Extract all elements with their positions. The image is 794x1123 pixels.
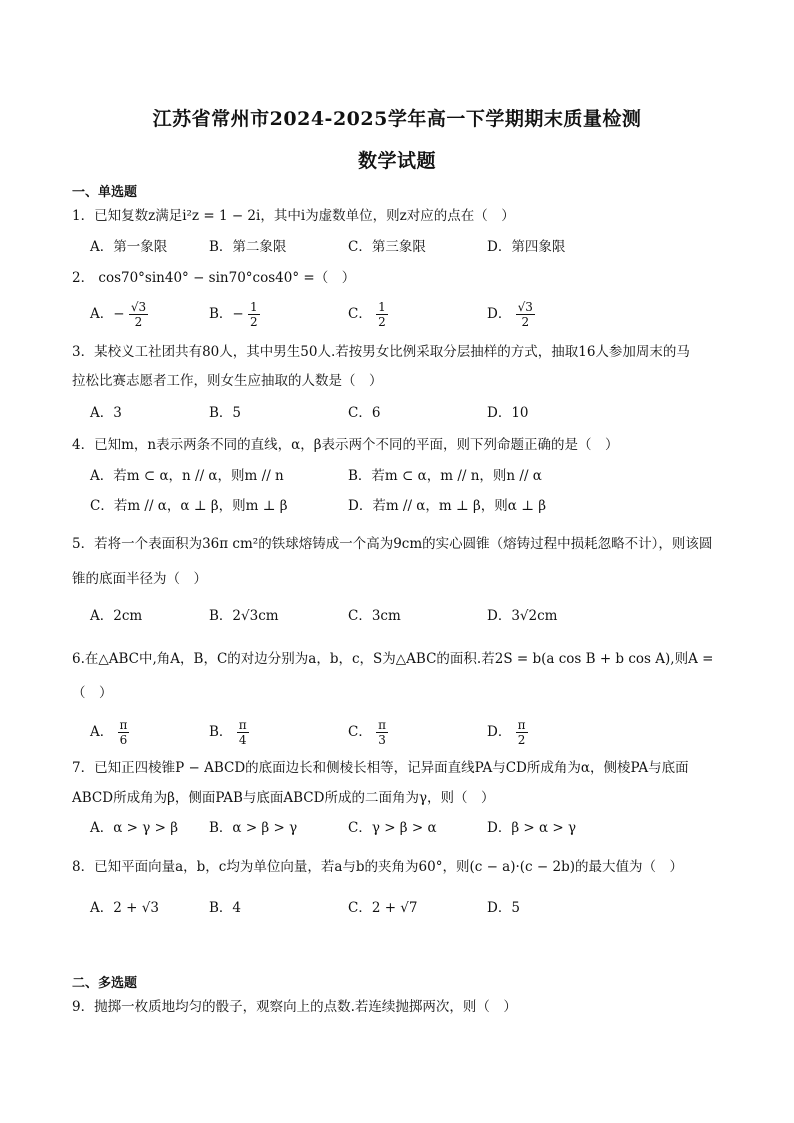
q6-a-numerator: π: [119, 718, 128, 732]
q2-d-label: D．: [487, 306, 512, 322]
q2-stem: 2． cos70°sin40° − sin70°cos40° =（ ）: [72, 270, 356, 286]
q1-option-d: D．第四象限: [487, 239, 566, 255]
q7-option-c: C．γ > β > α: [348, 820, 437, 836]
q9-stem: 9．抛掷一枚质地均匀的骰子，观察向上的点数.若连续抛掷两次，则（ ）: [72, 999, 517, 1015]
q6-a-fraction: [118, 718, 130, 747]
q8-option-c: C．2 + √7: [348, 900, 418, 916]
q6-option-d: [487, 718, 528, 747]
q2-b-denominator: 2: [250, 315, 258, 329]
q2-b-label: B．: [209, 306, 233, 322]
q3-option-d: D．10: [487, 405, 529, 421]
q4-option-d: D．若m // α，m ⊥ β，则α ⊥ β: [348, 498, 547, 514]
document-subtitle: 数学试题: [357, 150, 436, 172]
q8-option-b: B．4: [209, 900, 242, 916]
q6-b-label: B．: [209, 724, 233, 740]
q2-b-numerator: 1: [250, 300, 258, 314]
q8-stem: 8．已知平面向量a，b，c均为单位向量，若a与b的夹角为60°，则(c − a)·(c − 2b)的最大值为（ ）: [72, 859, 684, 875]
q6-d-numerator: π: [517, 718, 526, 732]
q6-option-b: [209, 718, 249, 747]
q2-c-denominator: 2: [378, 315, 386, 329]
q4-option-a: A．若m ⊂ α，n // α，则m // n: [90, 468, 284, 484]
q2-a-fraction: [129, 300, 148, 329]
q2-c-numerator: 1: [378, 300, 386, 314]
q2-b-fraction: [248, 300, 260, 329]
q5-option-c: C．3cm: [348, 608, 401, 624]
q3-stem-line1: 3．某校义工社团共有80人，其中男生50人.若按男女比例采取分层抽样的方式，抽取16人参加周末的马: [72, 344, 690, 360]
q6-a-denominator: 6: [119, 733, 128, 747]
q6-a-label: A．: [90, 724, 114, 740]
q4-stem: 4．已知m，n表示两条不同的直线，α，β表示两个不同的平面，则下列命题正确的是（ ）: [72, 437, 619, 453]
q6-stem-line2: （ ）: [72, 685, 113, 701]
q5-stem-line2: 锥的底面半径为（ ）: [72, 571, 207, 587]
q6-b-denominator: 4: [238, 733, 247, 747]
q1-option-c: C．第三象限: [348, 239, 426, 255]
q2-option-a: [90, 300, 148, 329]
q5-option-a: A．2cm: [90, 608, 143, 624]
q2-option-d: [487, 300, 535, 329]
q6-option-c: [348, 718, 388, 747]
q4-option-c: C．若m // α，α ⊥ β，则m ⊥ β: [90, 498, 288, 514]
q1-stem: 1．已知复数z满足i²z = 1 − 2i，其中i为虚数单位，则z对应的点在（ ）: [72, 208, 515, 224]
q2-d-denominator: 2: [521, 315, 530, 329]
q5-option-b: B．2√3cm: [209, 608, 279, 624]
q6-d-denominator: 2: [517, 733, 526, 747]
q3-option-c: C．6: [348, 405, 381, 421]
q2-b-sign: −: [232, 306, 244, 322]
q7-stem-line2: ABCD所成角为β，侧面PAB与底面ABCD所成的二面角为γ，则（ ）: [72, 790, 495, 806]
section-single-choice: 一、单选题: [72, 185, 138, 200]
q2-a-denominator: 2: [134, 315, 143, 329]
q7-option-a: A．α > γ > β: [90, 820, 179, 836]
q5-stem-line1: 5．若将一个表面积为36π cm²的铁球熔铸成一个高为9cm的实心圆锥（熔铸过程中损耗忽略不计），则该圆: [72, 536, 713, 552]
q3-option-a: A．3: [90, 405, 122, 421]
q6-stem-line1: 6.在△ABC中,角A，B，C的对边分别为a，b，c，S为△ABC的面积.若2S = b(a cos B + b cos A),则A =: [72, 651, 714, 667]
q6-d-fraction: [516, 718, 528, 747]
section-multiple-choice: 二、多选题: [72, 976, 138, 991]
q6-c-fraction: [376, 718, 388, 747]
q2-a-label: A．: [90, 306, 114, 322]
q2-option-b: [209, 300, 260, 329]
q4-option-b: B．若m ⊂ α，m // n，则n // α: [348, 468, 542, 484]
q3-stem-line2: 拉松比赛志愿者工作，则女生应抽取的人数是（ ）: [72, 373, 383, 389]
q2-c-fraction: [376, 300, 388, 329]
q6-c-denominator: 3: [378, 733, 386, 747]
q7-stem-line1: 7．已知正四棱锥P − ABCD的底面边长和侧棱长相等，记异面直线PA与CD所成角为α，侧棱PA与底面: [72, 760, 689, 776]
q2-a-sign: −: [113, 306, 125, 322]
q7-option-d: D．β > α > γ: [487, 820, 577, 836]
q5-option-d: D．3√2cm: [487, 608, 558, 624]
q2-c-label: C．: [348, 306, 372, 322]
q2-d-fraction: [516, 300, 535, 329]
q2-option-c: [348, 300, 388, 329]
q6-c-numerator: π: [378, 718, 387, 732]
q8-option-a: A．2 + √3: [90, 900, 159, 916]
q6-b-fraction: [237, 718, 249, 747]
q1-option-b: B．第二象限: [209, 239, 287, 255]
q6-d-label: D．: [487, 724, 512, 740]
q7-option-b: B．α > β > γ: [209, 820, 298, 836]
q1-option-a: A．第一象限: [90, 239, 168, 255]
document-title: 江苏省常州市2024-2025学年高一下学期期末质量检测: [152, 108, 642, 130]
q8-option-d: D．5: [487, 900, 520, 916]
q3-option-b: B．5: [209, 405, 242, 421]
q6-c-label: C．: [348, 724, 372, 740]
q6-b-numerator: π: [238, 718, 247, 732]
q2-d-numerator: √3: [517, 300, 533, 314]
q6-option-a: [90, 718, 129, 747]
q2-a-numerator: √3: [130, 300, 147, 314]
